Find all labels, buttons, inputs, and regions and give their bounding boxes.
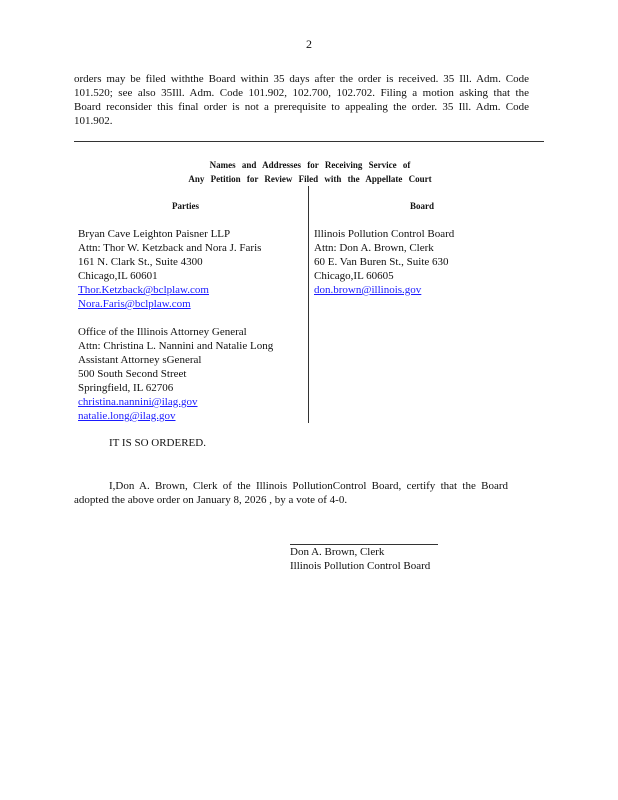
intro-paragraph bbox=[74, 72, 529, 128]
email-link[interactable]: Nora.Faris@bclplaw.com bbox=[78, 298, 191, 310]
signature-block bbox=[290, 545, 430, 573]
address-line: Attn: Thor W. Ketzback and Nora J. Faris bbox=[78, 242, 262, 254]
column-divider bbox=[308, 186, 309, 423]
address-line: Chicago,IL 60601 bbox=[78, 270, 158, 282]
address-line: 60 E. Van Buren St., Suite 630 bbox=[314, 256, 449, 268]
paragraph-line: orders may be filed withthe Board within 35 days after the order is received. 35 Ill. Adm. Code bbox=[74, 73, 529, 85]
address-line: Office of the Illinois Attorney General bbox=[78, 326, 247, 338]
board-address-block bbox=[314, 227, 454, 297]
address-line: Assistant Attorney sGeneral bbox=[78, 354, 202, 366]
signatory-name: Don A. Brown, Clerk bbox=[290, 546, 385, 558]
ordered-statement: IT IS SO ORDERED. bbox=[109, 437, 206, 449]
service-heading-line: Names and Addresses for Receiving Service of bbox=[209, 160, 411, 170]
signatory-title: Illinois Pollution Control Board bbox=[290, 560, 431, 572]
board-column-label: Board bbox=[410, 201, 435, 211]
paragraph-line: 101.902. bbox=[74, 115, 113, 127]
email-link[interactable]: Thor.Ketzback@bclplaw.com bbox=[78, 284, 209, 296]
certification-paragraph bbox=[74, 479, 508, 507]
email-link[interactable]: don.brown@illinois.gov bbox=[314, 284, 422, 296]
address-line: 161 N. Clark St., Suite 4300 bbox=[78, 256, 203, 268]
section-divider bbox=[74, 141, 544, 142]
party-address-block bbox=[78, 325, 273, 423]
paragraph-line: Board reconsider this final order is not a prerequisite to appealing the order. 35 Ill. Adm. Code bbox=[74, 101, 529, 113]
service-heading-line: Any Petition for Review Filed with the Appellate Court bbox=[188, 174, 432, 184]
parties-column-label: Parties bbox=[172, 201, 199, 211]
address-line: Attn: Christina L. Nannini and Natalie Long bbox=[78, 340, 274, 352]
party-address-block bbox=[78, 227, 261, 311]
email-link[interactable]: natalie.long@ilag.gov bbox=[78, 410, 176, 422]
address-line: Illinois Pollution Control Board bbox=[314, 228, 455, 240]
page-number: 2 bbox=[306, 37, 312, 51]
service-heading bbox=[150, 158, 470, 186]
address-line: Bryan Cave Leighton Paisner LLP bbox=[78, 228, 231, 240]
address-line: 500 South Second Street bbox=[78, 368, 187, 380]
paragraph-line: 101.520; see also 35Ill. Adm. Code 101.902, 102.700, 102.702. Filing a motion asking that the bbox=[74, 87, 529, 99]
certification-line: adopted the above order on January 8, 2026 , by a vote of 4-0. bbox=[74, 494, 348, 506]
address-line: Chicago,IL 60605 bbox=[314, 270, 394, 282]
address-line: Springfield, IL 62706 bbox=[78, 382, 174, 394]
email-link[interactable]: christina.nannini@ilag.gov bbox=[78, 396, 198, 408]
address-line: Attn: Don A. Brown, Clerk bbox=[314, 242, 434, 254]
certification-line: I,Don A. Brown, Clerk of the Illinois PollutionControl Board, certify that the Board bbox=[109, 480, 508, 492]
